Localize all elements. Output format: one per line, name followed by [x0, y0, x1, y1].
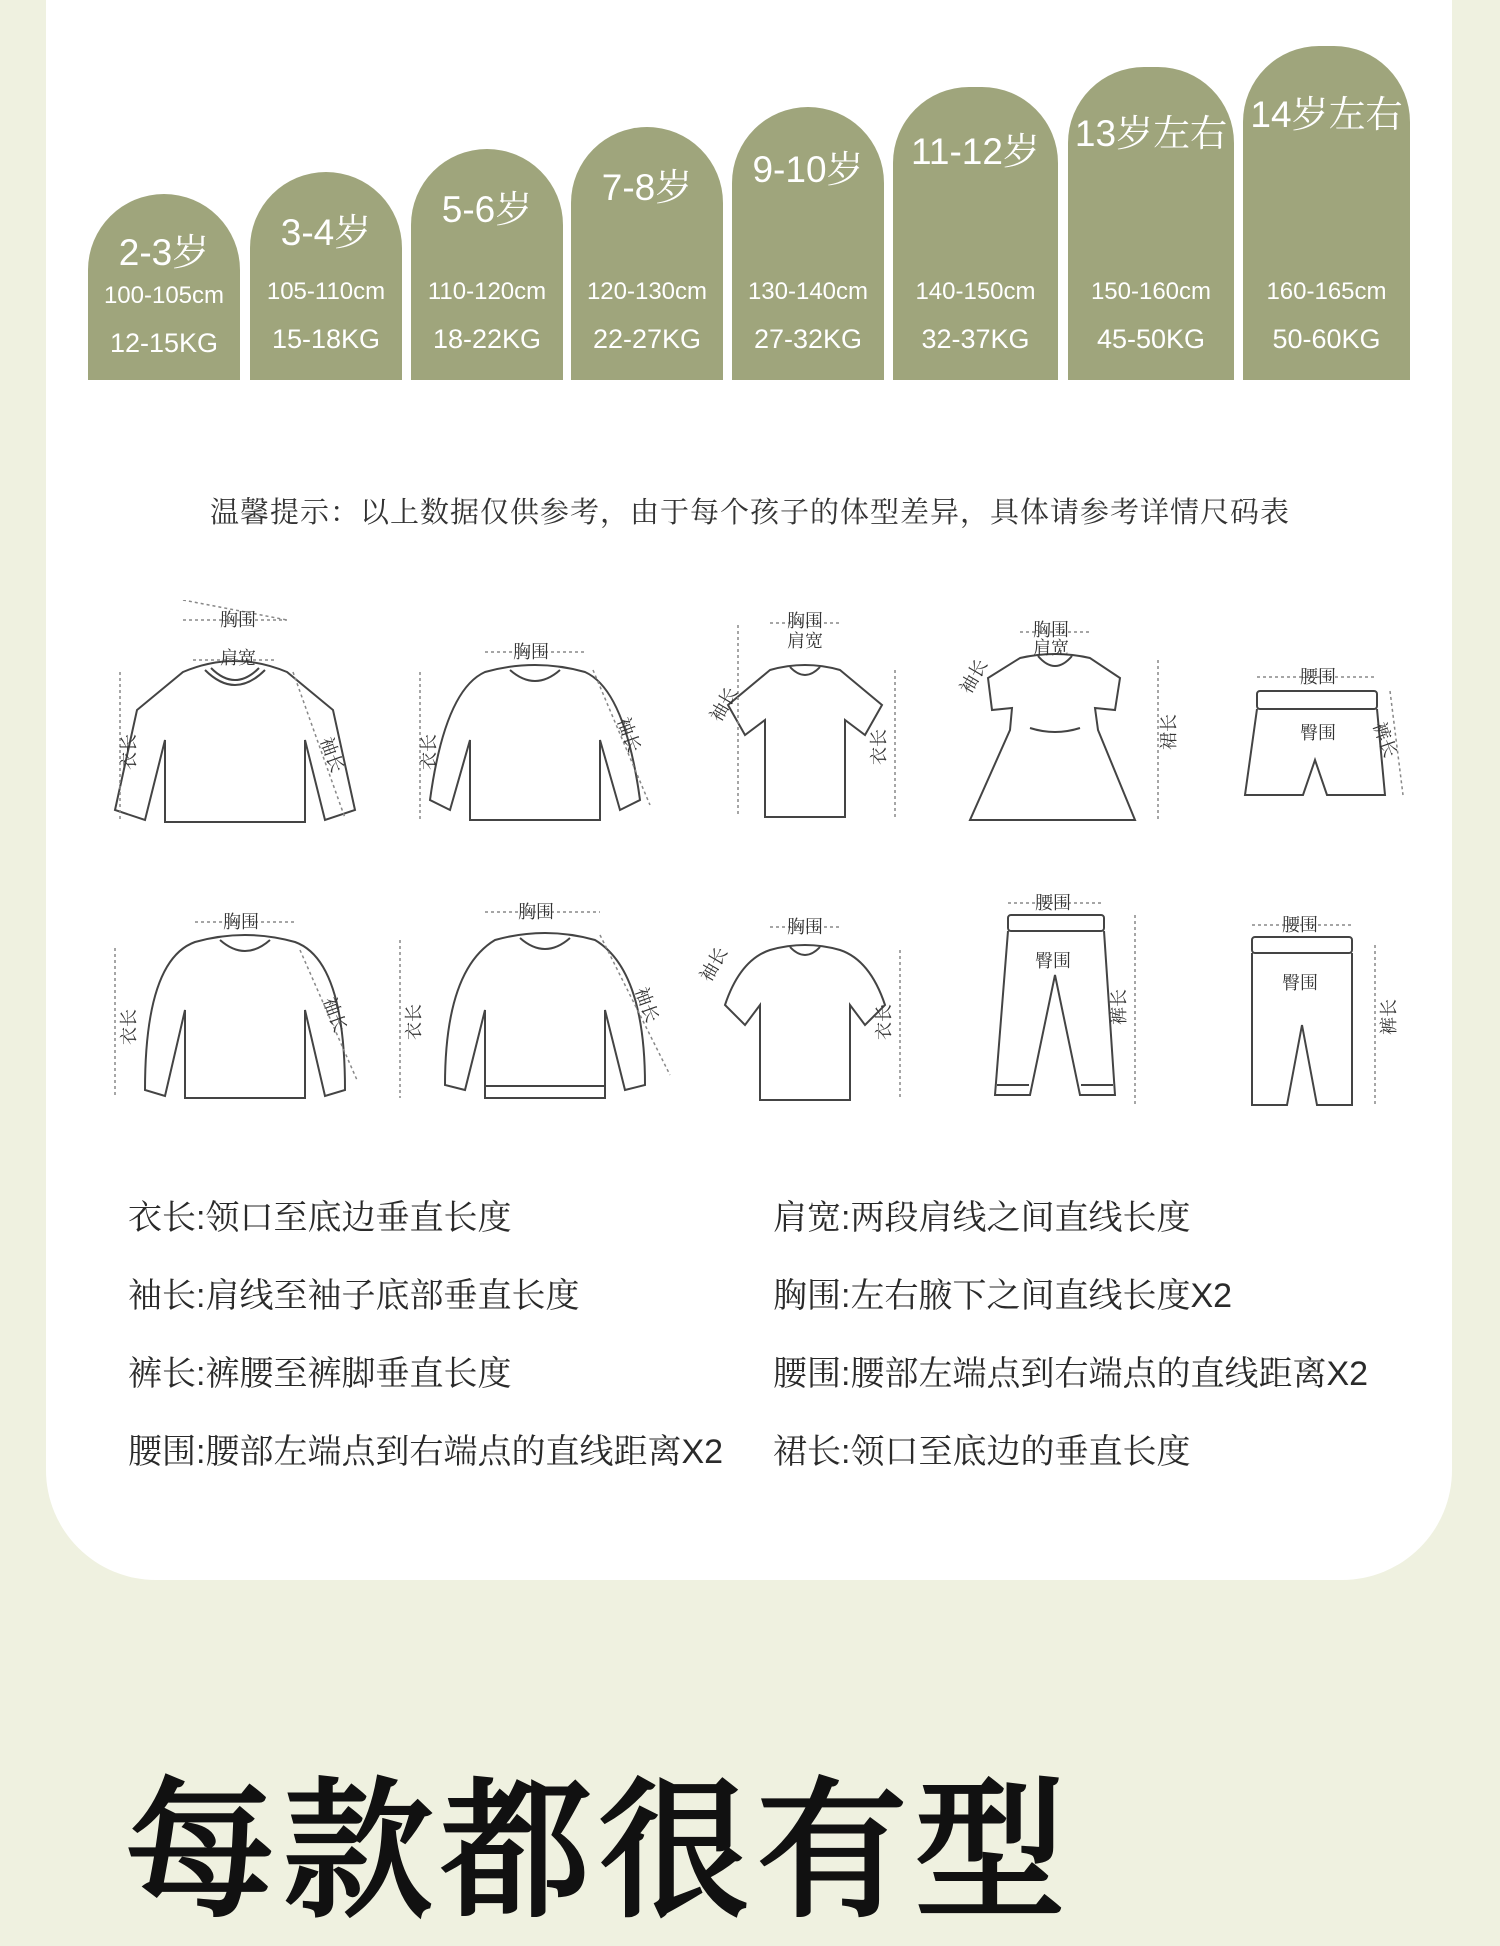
length-label: 衣长	[119, 1009, 140, 1045]
size-bar	[411, 149, 563, 380]
tip-text: 温馨提示：以上数据仅供参考，由于每个孩子的体型差异，具体请参考详情尺码表	[209, 497, 1290, 529]
hip-label: 臀围	[1282, 973, 1318, 994]
size-bar-age: 14岁左右	[1250, 94, 1403, 135]
size-bar-height: 150-160cm	[1090, 278, 1212, 305]
sleeve-label: 袖长	[315, 734, 348, 776]
chest-label: 胸围	[223, 912, 259, 933]
jogger-pants-diagram	[975, 885, 1155, 1115]
pants-length-label: 裤长	[1379, 999, 1400, 1035]
sleeve-label: 袖长	[706, 683, 743, 726]
skirt-length-label: 裙长	[1159, 714, 1180, 750]
size-bar-height: 120-130cm	[586, 278, 708, 305]
waist-label: 腰围	[1300, 667, 1336, 688]
definition-item: 衣长:领口至底边垂直长度	[128, 1199, 512, 1237]
straight-pants-diagram	[1225, 905, 1400, 1115]
length-label: 衣长	[869, 729, 890, 765]
size-bar-age: 5-6岁	[441, 189, 533, 230]
size-bar	[1068, 67, 1234, 380]
waist-label: 腰围	[1035, 893, 1071, 914]
tshirt-diagram	[690, 605, 920, 825]
length-label: 衣长	[419, 734, 440, 770]
shoulder-label: 肩宽	[787, 631, 823, 652]
chest-label: 胸围	[518, 902, 554, 923]
size-bar-weight: 15-18KG	[271, 324, 381, 354]
sleeve-label: 袖长	[318, 994, 351, 1036]
size-bar-weight: 32-37KG	[921, 324, 1030, 354]
size-bar	[571, 127, 723, 380]
shoulder-label: 肩宽	[1033, 638, 1069, 659]
size-bar	[893, 87, 1058, 380]
raglan-sweatshirt-diagram	[105, 900, 365, 1110]
length-label: 衣长	[119, 734, 140, 770]
size-bar	[250, 172, 402, 380]
size-bar-chart	[0, 0, 1500, 380]
raglan-tee-diagram	[690, 905, 920, 1105]
size-bar-weight: 22-27KG	[592, 324, 702, 354]
size-bar-height: 160-165cm	[1266, 278, 1387, 305]
sweatshirt-diagram	[105, 600, 365, 830]
sleeve-label: 袖长	[612, 714, 645, 756]
size-bar-age: 7-8岁	[601, 167, 693, 208]
size-bar-weight: 27-32KG	[753, 324, 863, 354]
sleeve-label: 袖长	[630, 984, 663, 1026]
raglan-top-diagram	[395, 630, 665, 830]
definition-item: 袖长:肩线至袖子底部垂直长度	[128, 1277, 580, 1315]
chest-label: 胸围	[1033, 620, 1069, 641]
sleeve-label: 袖长	[696, 943, 733, 986]
section-headline: 每款都很有型	[125, 1765, 1074, 1939]
definition-item: 裤长:裤腰至裤脚垂直长度	[128, 1355, 512, 1393]
size-bar-weight: 18-22KG	[432, 324, 542, 354]
shoulder-label: 肩宽	[220, 648, 256, 669]
definition-item: 裙长:领口至底边的垂直长度	[773, 1433, 1191, 1471]
size-bar-height: 140-150cm	[915, 278, 1036, 305]
chest-label: 胸围	[787, 917, 823, 938]
pants-length-label: 裤长	[1368, 719, 1401, 761]
size-bar-weight: 12-15KG	[109, 328, 219, 358]
chest-label: 胸围	[220, 610, 256, 631]
size-bar	[88, 194, 240, 380]
shorts-diagram	[1215, 655, 1415, 815]
size-bar-age: 9-10岁	[752, 149, 864, 190]
cuffed-sweatshirt-diagram	[395, 890, 685, 1110]
hip-label: 臀围	[1300, 723, 1336, 744]
waist-label: 腰围	[1282, 915, 1318, 936]
size-bar-age: 2-3岁	[118, 232, 210, 273]
chest-label: 胸围	[787, 611, 823, 632]
size-bar	[732, 107, 884, 380]
length-label: 衣长	[404, 1004, 425, 1040]
definition-item: 腰围:腰部左端点到右端点的直线距离X2	[128, 1433, 724, 1471]
dress-diagram	[950, 610, 1190, 840]
pants-length-label: 裤长	[1109, 989, 1130, 1025]
definition-item: 肩宽:两段肩线之间直线长度	[773, 1199, 1191, 1237]
size-bar-weight: 45-50KG	[1096, 324, 1206, 354]
definition-item: 胸围:左右腋下之间直线长度X2	[773, 1277, 1233, 1315]
chest-label: 胸围	[513, 642, 549, 663]
hip-label: 臀围	[1035, 951, 1071, 972]
size-bar-height: 105-110cm	[266, 278, 386, 305]
size-bar-age: 13岁左右	[1074, 113, 1228, 154]
size-bar	[1243, 46, 1410, 380]
size-bar-height: 100-105cm	[103, 282, 225, 309]
length-label: 衣长	[874, 1004, 895, 1040]
size-bar-age: 11-12岁	[911, 131, 1040, 172]
size-bar-age: 3-4岁	[280, 212, 372, 253]
sleeve-label: 袖长	[956, 655, 993, 698]
size-bar-height: 110-120cm	[427, 278, 547, 305]
size-bar-height: 130-140cm	[747, 278, 869, 305]
size-bar-weight: 50-60KG	[1272, 324, 1381, 354]
definition-item: 腰围:腰部左端点到右端点的直线距离X2	[773, 1355, 1369, 1393]
